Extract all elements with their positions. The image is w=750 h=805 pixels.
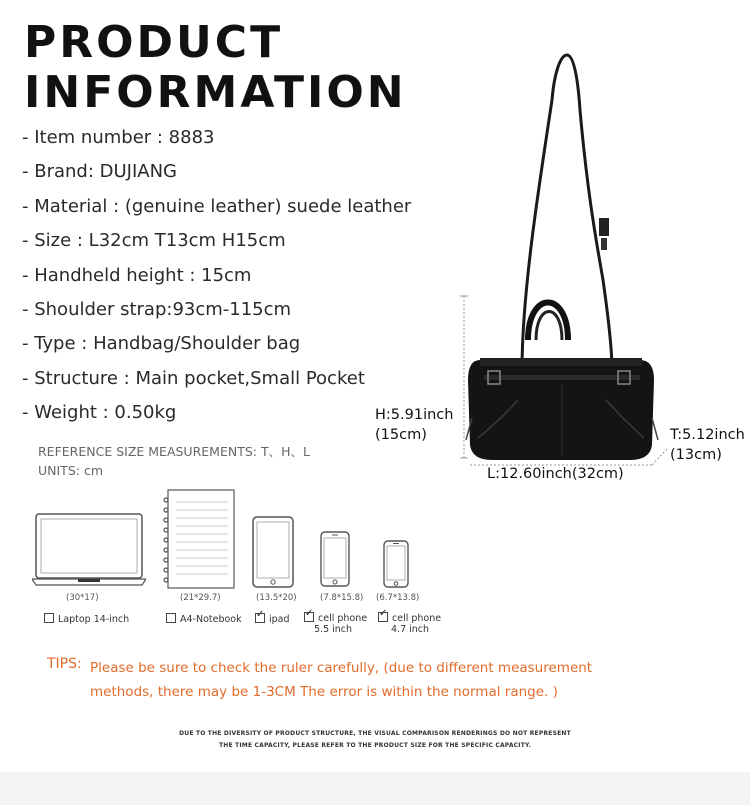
reference-heading: REFERENCE SIZE MEASUREMENTS: T、H、L bbox=[38, 444, 310, 459]
bottom-band bbox=[0, 772, 750, 805]
length-dimension: L:12.60inch(32cm) bbox=[487, 466, 624, 482]
spec-size: - Size : L32cm T13cm H15cm bbox=[22, 230, 286, 252]
phone-large-label: ✓ cell phone 5.5 inch bbox=[304, 612, 367, 635]
notebook-icon bbox=[160, 488, 236, 590]
spec-handheld-height: - Handheld height : 15cm bbox=[22, 264, 252, 286]
title-line-2: INFORMATION bbox=[24, 67, 407, 118]
phone-large-icon bbox=[320, 531, 350, 587]
spec-structure: - Structure : Main pocket,Small Pocket bbox=[22, 367, 365, 389]
phone-small-label: ✓cell phone 4.7 inch bbox=[378, 612, 441, 635]
thickness-inch: T:5.12inch bbox=[670, 427, 745, 443]
phone-small-size: (6.7*13.8) bbox=[376, 593, 420, 603]
handbag-image bbox=[440, 40, 750, 470]
footnote-line-1: DUE TO THE DIVERSITY OF PRODUCT STRUCTURE, THE VISUAL COMPARISON RENDERINGS DO NOT REPRESENT bbox=[179, 730, 571, 737]
spec-weight: - Weight : 0.50kg bbox=[22, 402, 177, 424]
footnote-line-2: THE TIME CAPACITY, PLEASE REFER TO THE PRODUCT SIZE FOR THE SPECIFIC CAPACITY. bbox=[218, 742, 532, 749]
tips-text: Please be sure to check the ruler carefully, (due to different measurement methods, there may be 1-3CM The error is within the normal range. ) bbox=[90, 660, 593, 700]
spec-list bbox=[22, 124, 411, 434]
phone-small-icon bbox=[383, 540, 409, 588]
thickness-cm: (13cm) bbox=[670, 447, 722, 463]
page-title bbox=[24, 18, 407, 118]
laptop-icon bbox=[32, 512, 146, 586]
height-cm: (15cm) bbox=[375, 427, 427, 443]
checkbox-checked-icon bbox=[304, 612, 314, 622]
title-line-1: PRODUCT bbox=[24, 17, 284, 68]
footnote bbox=[0, 728, 750, 752]
checkbox-unchecked-icon bbox=[166, 613, 176, 623]
phone-large-size: (7.8*15.8) bbox=[320, 593, 364, 603]
laptop-size: (30*17) bbox=[66, 593, 99, 603]
checkbox-unchecked-icon bbox=[44, 613, 54, 623]
ipad-label: ✓ ipad bbox=[255, 613, 290, 625]
phone-large-label-size: 5.5 inch bbox=[314, 624, 353, 635]
spec-material: - Material : (genuine leather) suede leather bbox=[22, 195, 412, 217]
spec-shoulder-strap: - Shoulder strap:93cm-115cm bbox=[22, 298, 292, 320]
checkbox-checked-icon bbox=[255, 613, 265, 623]
reference-units: UNITS: cm bbox=[38, 463, 103, 478]
height-inch: H:5.91inch bbox=[375, 407, 454, 423]
spec-type: - Type : Handbag/Shoulder bag bbox=[22, 333, 301, 355]
height-dimension bbox=[375, 405, 453, 445]
tips-label: TIPS: bbox=[47, 656, 82, 672]
notebook-label: A4-Notebook bbox=[166, 613, 242, 625]
spec-brand: - Brand: DUJIANG bbox=[22, 161, 177, 183]
ipad-icon bbox=[252, 516, 294, 588]
checkbox-checked-icon bbox=[378, 612, 388, 622]
notebook-size: (21*29.7) bbox=[180, 593, 221, 603]
thickness-dimension bbox=[670, 425, 745, 465]
laptop-label: Laptop 14-inch bbox=[44, 613, 129, 625]
phone-small-label-size: 4.7 inch bbox=[391, 624, 430, 635]
spec-item-number: - Item number : 8883 bbox=[22, 127, 215, 148]
ipad-size: (13.5*20) bbox=[256, 593, 297, 603]
